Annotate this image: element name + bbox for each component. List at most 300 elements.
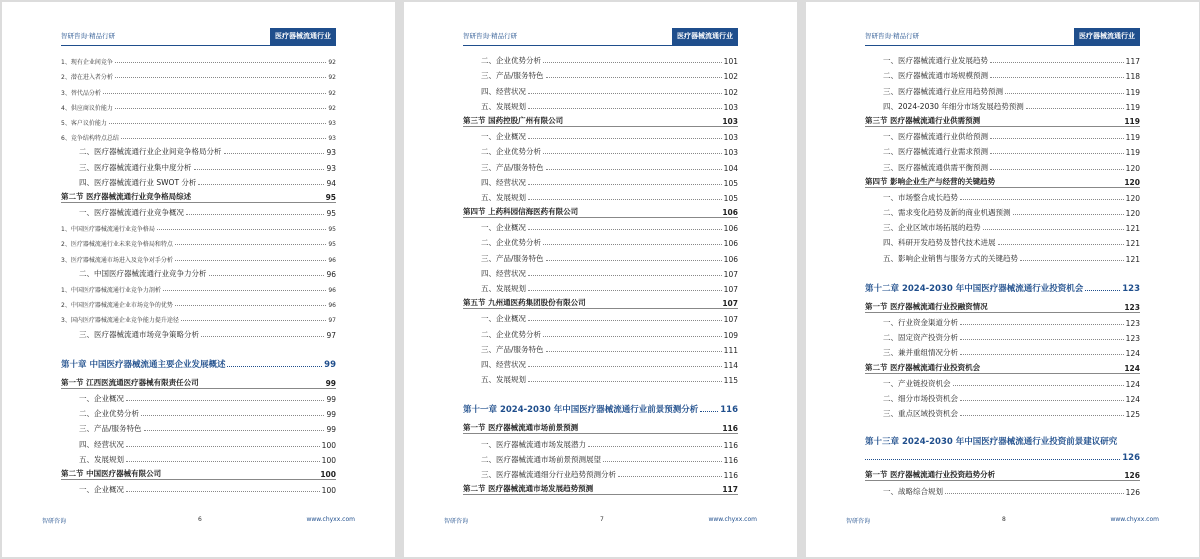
toc-entry[interactable] bbox=[463, 51, 738, 66]
toc-entry[interactable] bbox=[61, 188, 336, 203]
toc-entry-title: 第一节 医疗器械流通行业投融资情况 bbox=[865, 301, 988, 311]
toc-entry-page: 119 bbox=[1125, 87, 1140, 97]
toc-entry-title: 四、科研开发趋势及替代技术进展 bbox=[883, 238, 996, 248]
toc-entry[interactable] bbox=[865, 313, 1140, 328]
toc-entry[interactable] bbox=[463, 450, 738, 465]
dot-leader bbox=[543, 336, 722, 337]
toc-entry-page: 103 bbox=[723, 102, 738, 112]
dot-leader bbox=[198, 184, 324, 185]
toc-entry-title: 一、企业概况 bbox=[481, 314, 526, 324]
toc-entry-title: 三、医疗器械流通细分行业趋势预测分析 bbox=[481, 469, 616, 479]
toc-entry-page: 94 bbox=[326, 178, 336, 188]
toc-entry[interactable] bbox=[865, 248, 1140, 263]
toc-entry-title: 1、中国医疗器械流通行业竞争格局 bbox=[61, 226, 155, 234]
document-page-2 bbox=[404, 2, 797, 557]
toc-entry[interactable] bbox=[61, 233, 336, 248]
toc-entry[interactable] bbox=[463, 233, 738, 248]
toc-entry-page: 92 bbox=[328, 89, 336, 97]
toc-entry-title: 第十一章 2024-2030 年中国医疗器械流通行业前景预测分析 bbox=[463, 405, 699, 416]
toc-entry[interactable] bbox=[463, 355, 738, 370]
dot-leader bbox=[543, 244, 722, 245]
toc-entry-title: 6、竞争结构特点总结 bbox=[61, 135, 119, 143]
toc-entry-page: 92 bbox=[328, 74, 336, 82]
dot-leader bbox=[990, 138, 1124, 139]
toc-entry[interactable] bbox=[865, 97, 1140, 112]
toc-entry[interactable] bbox=[865, 298, 1140, 313]
toc-entry-title: 2、中国医疗器械流通企业市场竞争的优势 bbox=[61, 302, 173, 310]
dot-leader bbox=[528, 93, 722, 94]
toc-entry-title: 四、医疗器械流通行业 SWOT 分析 bbox=[79, 177, 197, 187]
toc-entry-page: 95 bbox=[325, 192, 336, 202]
dot-leader bbox=[528, 229, 722, 230]
toc-entry-page: 106 bbox=[723, 224, 738, 234]
dot-leader bbox=[998, 244, 1124, 245]
toc-entry[interactable] bbox=[463, 66, 738, 81]
toc-entry[interactable] bbox=[61, 97, 336, 112]
dot-leader bbox=[953, 385, 1124, 386]
toc-entry-title: 三、产品/服务特色 bbox=[481, 71, 544, 81]
toc-entry-title: 三、医疗器械流通行业集中度分析 bbox=[79, 162, 192, 172]
toc-entry-title: 一、医疗器械流通行业供给预测 bbox=[883, 132, 988, 142]
toc-entry-page: 121 bbox=[1125, 239, 1140, 249]
toc-entry-title: 一、企业概况 bbox=[481, 223, 526, 233]
toc-entry-page: 99 bbox=[326, 425, 336, 435]
toc-entry[interactable] bbox=[463, 370, 738, 385]
toc-entry-page: 124 bbox=[1124, 363, 1140, 373]
toc-entry-page: 99 bbox=[326, 394, 336, 404]
toc-entry-title: 三、兼并重组情况分析 bbox=[883, 348, 958, 358]
toc-entry-title: 四、经营状况 bbox=[481, 359, 526, 369]
toc-entry[interactable] bbox=[61, 374, 336, 389]
toc-entry-page: 105 bbox=[723, 193, 738, 203]
dot-leader bbox=[543, 62, 722, 63]
toc-entry[interactable] bbox=[463, 309, 738, 324]
document-page-1 bbox=[2, 2, 395, 557]
toc-entry-title: 三、企业区域市场拓展的趋势 bbox=[883, 223, 981, 233]
dot-leader bbox=[546, 351, 722, 352]
toc-entry-title: 四、经营状况 bbox=[481, 86, 526, 96]
toc-entry-page: 104 bbox=[723, 163, 738, 173]
toc-entry[interactable] bbox=[61, 279, 336, 294]
dot-leader bbox=[603, 461, 722, 462]
dot-leader bbox=[588, 446, 722, 447]
table-of-contents bbox=[463, 51, 738, 495]
toc-entry[interactable] bbox=[463, 294, 738, 309]
toc-entry-page: 123 bbox=[1125, 319, 1140, 328]
toc-entry[interactable] bbox=[865, 466, 1140, 481]
toc-entry[interactable] bbox=[61, 465, 336, 480]
toc-entry-title: 2、潜在进入者分析 bbox=[61, 74, 113, 82]
toc-entry[interactable] bbox=[865, 157, 1140, 172]
toc-entry-page: 96 bbox=[328, 287, 336, 294]
toc-entry-title: 一、行业资金渠道分析 bbox=[883, 318, 958, 327]
dot-leader bbox=[990, 77, 1124, 78]
toc-entry[interactable] bbox=[865, 127, 1140, 142]
dot-leader bbox=[186, 214, 324, 215]
toc-entry[interactable] bbox=[865, 218, 1140, 233]
toc-entry[interactable] bbox=[61, 142, 336, 157]
toc-entry-title: 三、产品/服务特色 bbox=[481, 162, 544, 172]
table-of-contents bbox=[61, 51, 336, 495]
dot-leader bbox=[990, 169, 1124, 170]
toc-entry-title: 三、产品/服务特色 bbox=[79, 424, 142, 434]
toc-entry[interactable] bbox=[61, 389, 336, 404]
dot-leader bbox=[1020, 260, 1124, 261]
toc-entry-page: 92 bbox=[328, 104, 336, 112]
toc-entry-page: 99 bbox=[326, 410, 336, 420]
toc-entry-page: 106 bbox=[723, 239, 738, 249]
toc-entry-page: 93 bbox=[326, 148, 336, 158]
toc-entry-page: 119 bbox=[1125, 133, 1140, 143]
toc-entry-page: 120 bbox=[1125, 163, 1140, 173]
toc-entry[interactable] bbox=[865, 358, 1140, 373]
toc-entry-title: 1、现有企业间竞争 bbox=[61, 59, 113, 67]
toc-entry-title: 一、企业概况 bbox=[481, 132, 526, 142]
toc-entry[interactable] bbox=[61, 450, 336, 465]
footer-logo: 智研咨询 bbox=[846, 518, 871, 525]
toc-entry[interactable] bbox=[865, 112, 1140, 127]
toc-entry-page: 114 bbox=[723, 360, 738, 370]
toc-entry-page: 103 bbox=[722, 116, 738, 126]
header-industry-tag: 医疗器械流通行业 bbox=[270, 28, 336, 45]
toc-entry-title: 三、产品/服务特色 bbox=[481, 344, 544, 354]
toc-entry[interactable] bbox=[61, 434, 336, 449]
toc-entry-title: 三、重点区域投资机会 bbox=[883, 409, 958, 419]
toc-entry-page: 101 bbox=[723, 57, 738, 67]
toc-entry-page: 93 bbox=[326, 163, 336, 173]
toc-entry[interactable] bbox=[61, 81, 336, 96]
footer-logo: 智研咨询 bbox=[42, 518, 67, 525]
toc-entry[interactable] bbox=[865, 328, 1140, 343]
toc-entry-page: 120 bbox=[1124, 177, 1140, 187]
dot-leader bbox=[945, 493, 1124, 494]
dot-leader bbox=[528, 184, 722, 185]
toc-entry[interactable] bbox=[463, 419, 738, 434]
toc-entry-title: 二、中国医疗器械流通行业竞争力分析 bbox=[79, 268, 207, 278]
toc-entry[interactable] bbox=[865, 81, 1140, 96]
toc-entry[interactable] bbox=[463, 340, 738, 355]
toc-entry-title: 四、经营状况 bbox=[481, 268, 526, 278]
dot-leader bbox=[103, 93, 327, 94]
toc-entry[interactable] bbox=[865, 51, 1140, 66]
toc-entry-title: 五、发展规划 bbox=[79, 454, 124, 464]
toc-entry-page: 126 bbox=[1125, 487, 1140, 497]
toc-entry-page: 124 bbox=[1125, 394, 1140, 404]
toc-entry[interactable] bbox=[61, 309, 336, 324]
toc-entry[interactable] bbox=[463, 203, 738, 218]
toc-entry-title: 一、医疗器械流通市场发展潜力 bbox=[481, 439, 586, 449]
dot-leader bbox=[528, 108, 722, 109]
toc-entry-title: 第一节 江西医流通医疗器械有限责任公司 bbox=[61, 377, 199, 387]
toc-entry[interactable] bbox=[463, 324, 738, 339]
page-header bbox=[61, 28, 336, 46]
toc-entry[interactable] bbox=[61, 157, 336, 172]
dot-leader bbox=[528, 199, 722, 200]
dot-leader bbox=[1026, 108, 1124, 109]
dot-leader bbox=[126, 400, 324, 401]
dot-leader bbox=[126, 446, 320, 447]
toc-entry[interactable] bbox=[463, 112, 738, 127]
toc-entry[interactable] bbox=[61, 173, 336, 188]
toc-entry-title: 五、发展规划 bbox=[481, 192, 526, 202]
toc-entry-page: 95 bbox=[328, 226, 336, 234]
toc-entry-title: 第二节 医疗器械流通市场发展趋势预测 bbox=[463, 484, 594, 494]
toc-entry[interactable] bbox=[463, 465, 738, 480]
toc-entry[interactable] bbox=[61, 264, 336, 279]
toc-entry-page: 118 bbox=[1125, 72, 1140, 82]
page-number: 8 bbox=[1002, 516, 1006, 523]
toc-entry-title: 3、医疗器械流通市场进入及竞争对手分析 bbox=[61, 256, 173, 264]
toc-entry-title: 五、发展规划 bbox=[481, 284, 526, 293]
toc-entry-page: 116 bbox=[722, 424, 738, 434]
toc-entry-page: 99 bbox=[324, 359, 336, 370]
toc-entry[interactable] bbox=[463, 81, 738, 96]
dot-leader bbox=[528, 366, 722, 367]
toc-entry-page: 92 bbox=[328, 59, 336, 67]
toc-entry-title: 第一节 医疗器械流通行业投资趋势分析 bbox=[865, 470, 996, 480]
page-header bbox=[865, 28, 1140, 46]
dot-leader bbox=[528, 275, 722, 276]
toc-entry-title: 二、医疗器械流通行业需求预测 bbox=[883, 147, 988, 157]
page-footer bbox=[42, 514, 355, 528]
toc-entry-page: 102 bbox=[723, 87, 738, 97]
toc-entry[interactable] bbox=[61, 66, 336, 81]
toc-entry-title: 四、经营状况 bbox=[481, 177, 526, 187]
toc-entry[interactable] bbox=[865, 188, 1140, 203]
toc-entry-page: 106 bbox=[722, 208, 738, 218]
toc-entry[interactable] bbox=[463, 434, 738, 449]
dot-leader bbox=[227, 366, 322, 367]
toc-entry[interactable] bbox=[61, 324, 336, 339]
dot-leader bbox=[546, 260, 722, 261]
toc-entry-title: 一、医疗器械流通行业竞争概况 bbox=[79, 208, 184, 218]
toc-entry-page: 123 bbox=[1124, 302, 1140, 312]
toc-entry-page: 124 bbox=[1125, 379, 1140, 389]
toc-entry-title: 三、医疗器械流通行业应用趋势预测 bbox=[883, 86, 1003, 96]
toc-entry-page: 116 bbox=[723, 455, 738, 465]
dot-leader bbox=[157, 229, 327, 230]
toc-entry[interactable] bbox=[463, 279, 738, 294]
toc-entry-title: 二、固定资产投资分析 bbox=[883, 333, 958, 343]
toc-entry[interactable] bbox=[865, 272, 1140, 298]
toc-entry-title: 二、企业优势分析 bbox=[481, 147, 541, 157]
toc-entry-title: 第三节 医疗器械流通行业供需预测 bbox=[865, 115, 981, 125]
dot-leader bbox=[1005, 93, 1124, 94]
toc-entry-title: 一、产业链投资机会 bbox=[883, 378, 951, 388]
toc-entry[interactable] bbox=[61, 480, 336, 495]
toc-entry[interactable] bbox=[865, 389, 1140, 404]
toc-entry-page: 106 bbox=[723, 254, 738, 264]
toc-entry-title: 一、市场整合成长趋势 bbox=[883, 192, 958, 202]
toc-entry-title: 二、医疗器械流通市场前景预测展望 bbox=[481, 454, 601, 464]
toc-entry[interactable] bbox=[61, 294, 336, 309]
toc-entry-page: 125 bbox=[1125, 410, 1140, 420]
toc-entry-page: 115 bbox=[723, 376, 738, 386]
toc-entry-title: 二、企业优势分析 bbox=[79, 409, 139, 419]
toc-entry[interactable] bbox=[865, 203, 1140, 218]
toc-entry-title: 三、产品/服务特色 bbox=[481, 253, 544, 263]
toc-entry-page: 93 bbox=[328, 135, 336, 143]
toc-entry[interactable] bbox=[463, 157, 738, 172]
toc-entry-title: 3、国内医疗器械流通企业竞争能力提升途径 bbox=[61, 317, 179, 325]
toc-entry[interactable] bbox=[463, 188, 738, 203]
toc-entry[interactable] bbox=[463, 218, 738, 233]
toc-entry[interactable] bbox=[61, 348, 336, 374]
dot-leader bbox=[546, 169, 722, 170]
dot-leader bbox=[960, 199, 1124, 200]
footer-url[interactable]: www.chyxx.com bbox=[1110, 516, 1159, 523]
page-number: 6 bbox=[198, 516, 202, 523]
toc-entry[interactable] bbox=[865, 481, 1140, 496]
header-logo: 智研咨询·精品行研 bbox=[463, 32, 518, 40]
toc-entry-title: 3、替代品分析 bbox=[61, 89, 101, 97]
toc-entry-page: 100 bbox=[320, 469, 336, 479]
page-number: 7 bbox=[600, 516, 604, 523]
toc-entry-title: 2、医疗器械流通行业未来竞争格局和特点 bbox=[61, 241, 173, 249]
header-logo: 智研咨询·精品行研 bbox=[865, 32, 920, 40]
toc-entry[interactable] bbox=[865, 142, 1140, 157]
toc-entry-page: 96 bbox=[328, 256, 336, 264]
toc-entry[interactable] bbox=[865, 404, 1140, 419]
dot-leader bbox=[115, 108, 327, 109]
toc-entry[interactable] bbox=[463, 393, 738, 419]
toc-entry-title: 二、需求变化趋势及新的商业机遇预测 bbox=[883, 208, 1011, 218]
dot-leader bbox=[175, 305, 327, 306]
footer-url[interactable]: www.chyxx.com bbox=[708, 516, 757, 523]
toc-entry[interactable] bbox=[865, 427, 1140, 449]
toc-entry[interactable] bbox=[463, 480, 738, 495]
toc-entry-page: 123 bbox=[1122, 283, 1140, 294]
toc-entry-page: 95 bbox=[328, 241, 336, 249]
toc-entry-title: 第三节 国药控股广州有限公司 bbox=[463, 115, 564, 125]
toc-entry-page: 116 bbox=[723, 440, 738, 450]
toc-entry-page: 102 bbox=[723, 72, 738, 82]
footer-url[interactable]: www.chyxx.com bbox=[306, 516, 355, 523]
dot-leader bbox=[163, 290, 327, 291]
toc-entry[interactable] bbox=[463, 127, 738, 142]
toc-entry-title: 四、经营状况 bbox=[79, 439, 124, 449]
toc-entry-page: 120 bbox=[1125, 209, 1140, 219]
toc-entry-title: 二、医疗器械流通市场规模预测 bbox=[883, 71, 988, 81]
toc-entry-page: 121 bbox=[1125, 254, 1140, 264]
table-of-contents bbox=[865, 51, 1140, 497]
toc-entry[interactable] bbox=[865, 173, 1140, 188]
dot-leader bbox=[960, 339, 1124, 340]
toc-entry-page: 103 bbox=[723, 148, 738, 158]
toc-entry-page: 99 bbox=[325, 378, 336, 388]
toc-entry[interactable] bbox=[463, 97, 738, 112]
toc-entry-page: 93 bbox=[328, 119, 336, 127]
toc-entry[interactable] bbox=[61, 248, 336, 263]
toc-entry-page: 97 bbox=[328, 317, 336, 325]
toc-entry[interactable] bbox=[865, 343, 1140, 358]
toc-entry[interactable] bbox=[61, 112, 336, 127]
header-industry-tag: 医疗器械流通行业 bbox=[672, 28, 738, 45]
toc-entry-title: 第十二章 2024-2030 年中国医疗器械流通行业投资机会 bbox=[865, 283, 1084, 294]
dot-leader bbox=[1013, 214, 1124, 215]
dot-leader bbox=[960, 400, 1124, 401]
toc-entry-title: 五、发展规划 bbox=[481, 375, 526, 385]
toc-entry-page: 100 bbox=[321, 440, 336, 450]
toc-entry-title: 一、企业概况 bbox=[79, 393, 124, 403]
toc-entry[interactable] bbox=[463, 264, 738, 279]
page-footer bbox=[444, 514, 757, 528]
dot-leader bbox=[1085, 290, 1120, 291]
toc-entry-title: 一、医疗器械流通行业发展趋势 bbox=[883, 56, 988, 66]
toc-entry-page: 120 bbox=[1125, 193, 1140, 203]
toc-entry-page: 100 bbox=[321, 486, 336, 496]
toc-entry-page: 123 bbox=[1125, 334, 1140, 344]
toc-entry-page: 103 bbox=[723, 133, 738, 143]
toc-entry-title: 第十章 中国医疗器械流通主要企业发展概述 bbox=[61, 359, 226, 370]
dot-leader bbox=[546, 77, 722, 78]
toc-entry-title: 第二节 中国医疗器械有限公司 bbox=[61, 468, 162, 478]
toc-entry-page: 119 bbox=[1125, 148, 1140, 158]
dot-leader bbox=[115, 62, 327, 63]
toc-entry[interactable] bbox=[61, 127, 336, 142]
toc-entry-page: 126 bbox=[1124, 471, 1140, 481]
toc-entry-title: 第五节 九州通医药集团股份有限公司 bbox=[463, 298, 586, 308]
dot-leader bbox=[960, 354, 1124, 355]
toc-entry[interactable] bbox=[865, 66, 1140, 81]
toc-entry-title: 第四节 影响企业生产与经营的关键趋势 bbox=[865, 176, 996, 186]
toc-entry-title: 第二节 医疗器械流通行业竞争格局综述 bbox=[61, 191, 192, 201]
toc-entry-title: 三、医疗器械流通供需平衡预测 bbox=[883, 162, 988, 172]
dot-leader bbox=[194, 169, 325, 170]
toc-entry-page: 116 bbox=[723, 470, 738, 480]
toc-entry[interactable] bbox=[463, 142, 738, 157]
footer-logo: 智研咨询 bbox=[444, 518, 469, 525]
toc-entry-page: 116 bbox=[720, 405, 738, 416]
dot-leader bbox=[618, 476, 722, 477]
toc-entry-title: 5、客户议价能力 bbox=[61, 119, 107, 127]
toc-entry[interactable] bbox=[61, 419, 336, 434]
toc-entry-page: 119 bbox=[1124, 116, 1140, 126]
toc-entry-page: 96 bbox=[326, 269, 336, 279]
dot-leader bbox=[865, 459, 1120, 460]
toc-entry-page: 117 bbox=[722, 485, 738, 495]
toc-entry[interactable] bbox=[61, 218, 336, 233]
toc-entry-page: 95 bbox=[326, 209, 336, 219]
toc-entry[interactable] bbox=[61, 51, 336, 66]
toc-entry[interactable] bbox=[463, 248, 738, 263]
toc-entry[interactable] bbox=[463, 173, 738, 188]
toc-entry-title: 1、中国医疗器械流通行业竞争力剖析 bbox=[61, 287, 161, 294]
toc-entry[interactable] bbox=[865, 233, 1140, 248]
toc-entry[interactable] bbox=[61, 203, 336, 218]
toc-entry[interactable] bbox=[865, 449, 1140, 466]
toc-entry-page: 124 bbox=[1125, 349, 1140, 359]
toc-entry-page: 119 bbox=[1125, 102, 1140, 112]
dot-leader bbox=[175, 244, 327, 245]
toc-entry-page: 107 bbox=[723, 315, 738, 325]
dot-leader bbox=[528, 320, 722, 321]
page-header bbox=[463, 28, 738, 46]
toc-entry-title: 第十三章 2024-2030 年中国医疗器械流通行业投资前景建议研究 bbox=[865, 437, 1118, 448]
dot-leader bbox=[528, 138, 722, 139]
toc-entry-title: 一、企业概况 bbox=[79, 485, 124, 495]
toc-entry[interactable] bbox=[61, 404, 336, 419]
dot-leader bbox=[209, 275, 325, 276]
dot-leader bbox=[126, 461, 320, 462]
toc-entry-page: 100 bbox=[321, 455, 336, 465]
toc-entry[interactable] bbox=[865, 374, 1140, 389]
toc-entry-page: 109 bbox=[723, 330, 738, 340]
dot-leader bbox=[121, 138, 327, 139]
toc-entry-page: 121 bbox=[1125, 224, 1140, 234]
toc-entry-title: 二、企业优势分析 bbox=[481, 238, 541, 248]
toc-entry-title: 第二节 医疗器械流通行业投资机会 bbox=[865, 362, 981, 372]
